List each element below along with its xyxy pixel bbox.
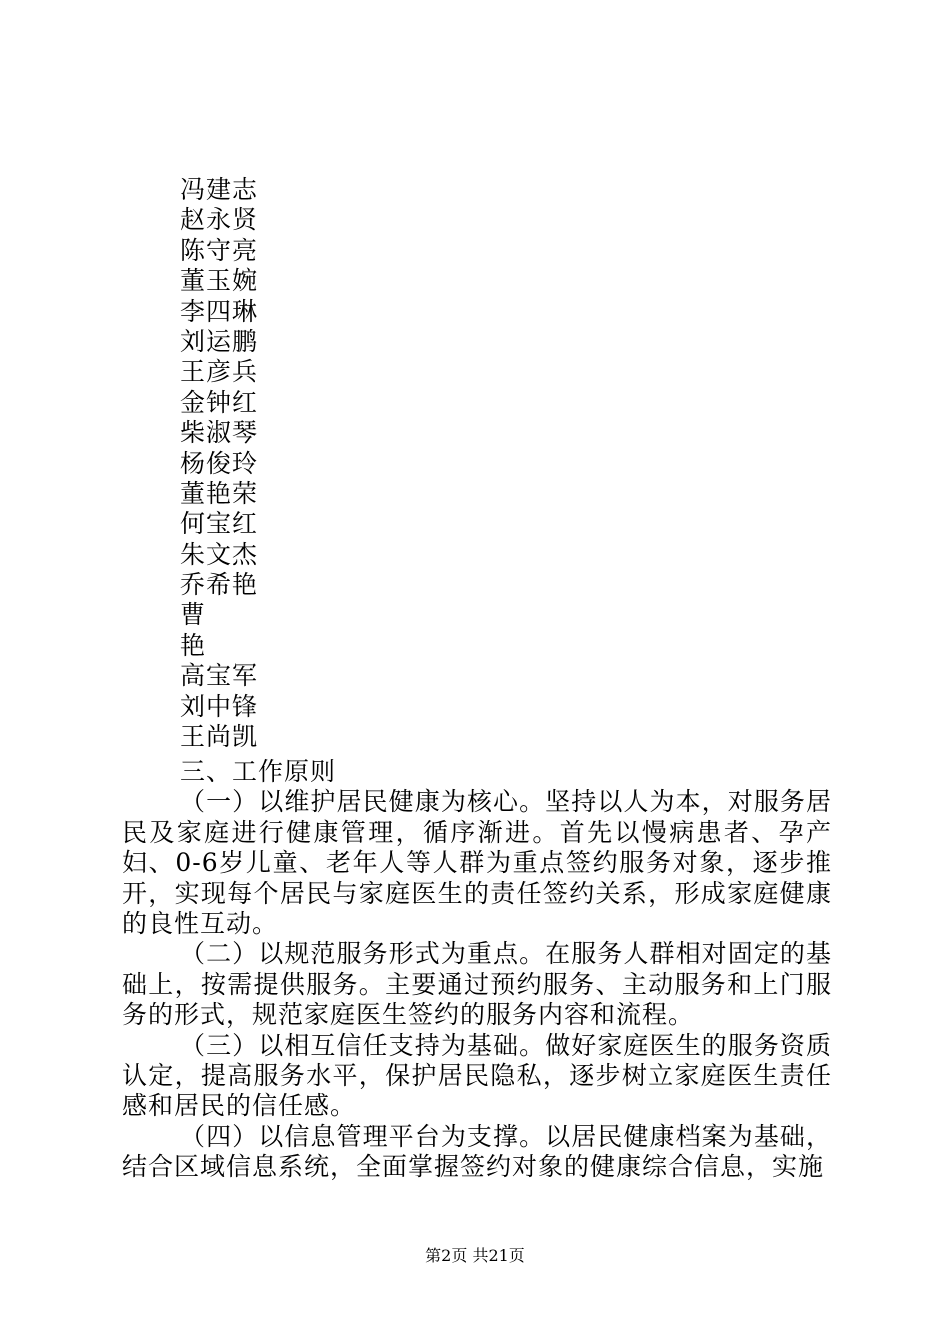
page-footer: 第2页 共21页 [425,1246,525,1265]
section-heading: 三、工作原则 [180,757,337,786]
member-name: 何宝红 [180,509,259,539]
member-name-list [180,175,258,752]
member-name: 乔希艳 [180,570,259,600]
member-name: 董玉婉 [180,266,259,296]
member-name: 王彦兵 [180,357,259,387]
member-name: 董艳荣 [180,478,259,508]
member-name: 冯建志 [180,175,259,204]
member-name: 赵永贤 [180,205,259,235]
member-name: 金钟红 [180,387,259,417]
member-name: 艳 [180,630,207,660]
member-name: 高宝军 [180,661,259,691]
member-name: 刘中锋 [180,691,259,721]
member-name: 朱文杰 [180,539,259,569]
principle-paragraph-2: （二）以规范服务形式为重点。在服务人群相对固定的基础上，按需提供服务。主要通过预约服务、主动服务和上门服务的形式，规范家庭医生签约的服务内容和流程。 [122,939,832,1030]
principle-paragraph-3: （三）以相互信任支持为基础。做好家庭医生的服务资质认定，提高服务水平，保护居民隐私，逐步树立家庭医生责任感和居民的信任感。 [122,1030,832,1121]
principle-paragraph-4: （四）以信息管理平台为支撑。以居民健康档案为基础，结合区域信息系统，全面掌握签约对象的健康综合信息，实施 [122,1121,832,1182]
member-name: 刘运鹏 [180,326,259,356]
member-name: 李四琳 [180,296,259,326]
member-name: 曹 [180,600,207,630]
member-name: 杨俊玲 [180,448,259,478]
work-principles-section [122,757,832,1183]
member-name: 王尚凯 [180,722,259,752]
member-name: 柴淑琴 [180,418,259,448]
member-name: 陈守亮 [180,235,259,265]
principle-paragraph-1: （一）以维护居民健康为核心。坚持以人为本，对服务居民及家庭进行健康管理，循序渐进。首先以慢病患者、孕产妇、0-6岁儿童、老年人等人群为重点签约服务对象，逐步推开，实现每个居民与家庭医生的责任签约关系，形成家庭健康的良性互动。 [122,787,832,939]
